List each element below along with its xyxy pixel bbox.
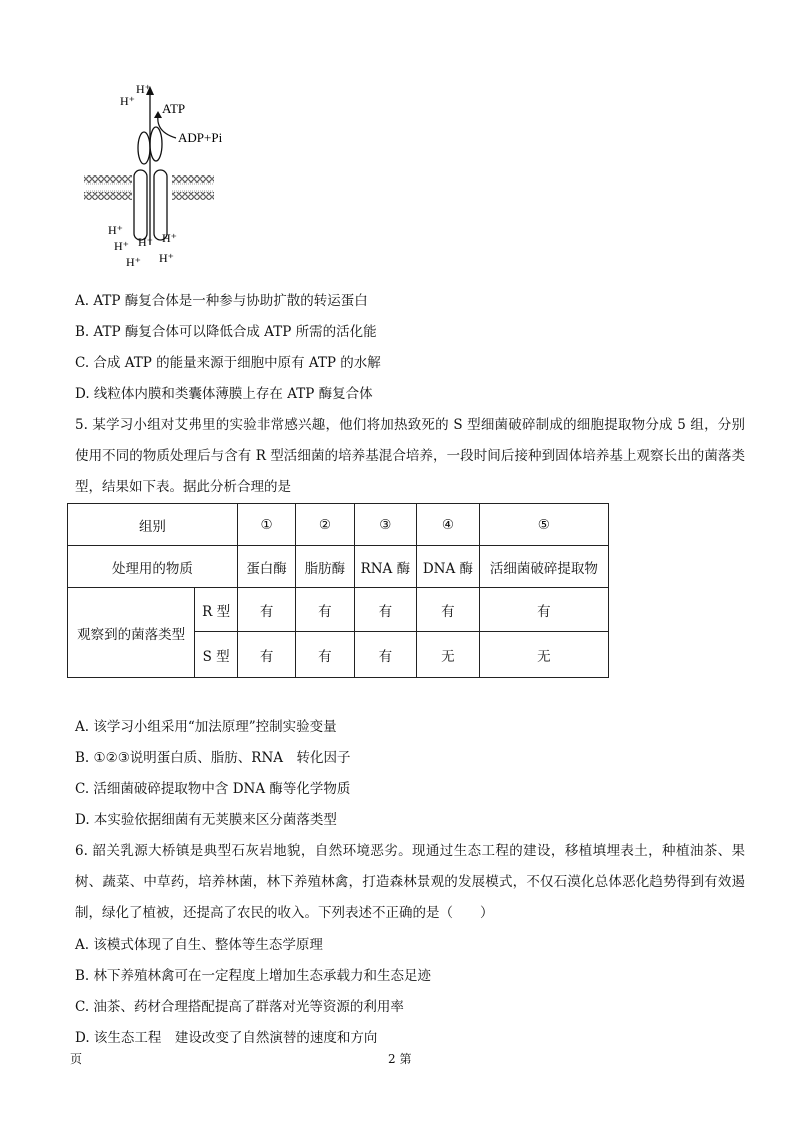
q6-option-d: D. 该生态工程 建设改变了自然演替的速度和方向 [75,1030,378,1046]
atp-synthase-diagram [80,80,250,270]
q6-option-c: C. 油茶、药材合理搭配提高了群落对光等资源的利用率 [75,999,404,1015]
group-cell: ① [237,504,295,546]
treatment-cell: DNA 酶 [417,546,480,588]
h-plus-label: H⁺ [120,94,135,108]
table-row [68,546,609,588]
q4-option-d: D. 线粒体内膜和类囊体薄膜上存在 ATP 酶复合体 [75,386,373,402]
footer-page-number: 2 第 [388,1052,412,1066]
q4-option-c: C. 合成 ATP 的能量来源于细胞中原有 ATP 的水解 [75,355,381,371]
table-row [68,504,609,546]
h-plus-label: H⁺ [159,251,174,265]
s-type-label-cell: S 型 [195,632,238,678]
adp-pi-label: ADP+Pi [178,130,223,145]
treatment-header-cell: 处理用的物质 [68,546,238,588]
group-header-cell: 组别 [68,504,238,546]
result-cell: 有 [354,588,417,632]
q5-option-a: A. 该学习小组采用“加法原理”控制实验变量 [75,719,337,735]
result-cell: 有 [237,632,295,678]
q5-option-b: B. ①②③说明蛋白质、脂肪、RNA 转化因子 [75,750,351,766]
h-plus-label: H⁺ [108,223,123,237]
footer-page-label: 页 [70,1052,83,1066]
q4-option-a: A. ATP 酶复合体是一种参与协助扩散的转运蛋白 [75,293,368,309]
treatment-cell: 活细菌破碎提取物 [479,546,608,588]
h-plus-label: H⁺ [138,235,153,249]
group-cell: ⑤ [479,504,608,546]
treatment-cell: 脂肪酶 [296,546,354,588]
membrane-bilayer [84,175,214,200]
r-type-label-cell: R 型 [195,588,238,632]
h-plus-label: H⁺ [162,231,177,245]
result-cell: 无 [417,632,480,678]
table-row [68,588,609,632]
q6-option-a: A. 该模式体现了自生、整体等生态学原理 [75,937,323,953]
atp-label: ATP [162,101,186,116]
treatment-cell: 蛋白酶 [237,546,295,588]
result-cell: 有 [354,632,417,678]
result-cell: 有 [479,588,608,632]
q5-results-table [67,503,609,678]
h-plus-label: H⁺ [126,255,141,269]
q5-option-c: C. 活细菌破碎提取物中含 DNA 酶等化学物质 [75,781,351,797]
observed-header-cell: 观察到的菌落类型 [68,588,195,678]
result-cell: 有 [237,588,295,632]
q6-stem: 6. 韶关乳源大桥镇是典型石灰岩地貌，自然环境恶劣。现通过生态工程的建设，移植填埋表土，种植油茶、果树、蔬菜、中草药，培养林菌，林下养殖林禽，打造森林景观的发展模式，不仅石漠化总体恶化趋势得到有效遏制，绿化了植被，还提高了农民的收入。下列表述不正确的是（ ） [75,843,745,921]
h-plus-label: H⁺ [114,239,129,253]
group-cell: ② [296,504,354,546]
h-plus-label: H⁺ [136,82,151,96]
q4-option-b: B. ATP 酶复合体可以降低合成 ATP 所需的活化能 [75,324,377,340]
result-cell: 有 [296,632,354,678]
q5-stem: 5. 某学习小组对艾弗里的实验非常感兴趣，他们将加热致死的 S 型细菌破碎制成的细胞提取物分成 5 组，分别使用不同的物质处理后与含有 R 型活细菌的培养基混合培养，一段时间后接种到固体培养基上观察长出的菌落类型，结果如下表。据此分析合理的是 [75,417,745,495]
q6-option-b: B. 林下养殖林禽可在一定程度上增加生态承载力和生态足迹 [75,968,432,984]
result-cell: 有 [296,588,354,632]
group-cell: ④ [417,504,480,546]
result-cell: 无 [479,632,608,678]
q5-option-d: D. 本实验依据细菌有无荚膜来区分菌落类型 [75,812,337,828]
treatment-cell: RNA 酶 [354,546,417,588]
group-cell: ③ [354,504,417,546]
result-cell: 有 [417,588,480,632]
